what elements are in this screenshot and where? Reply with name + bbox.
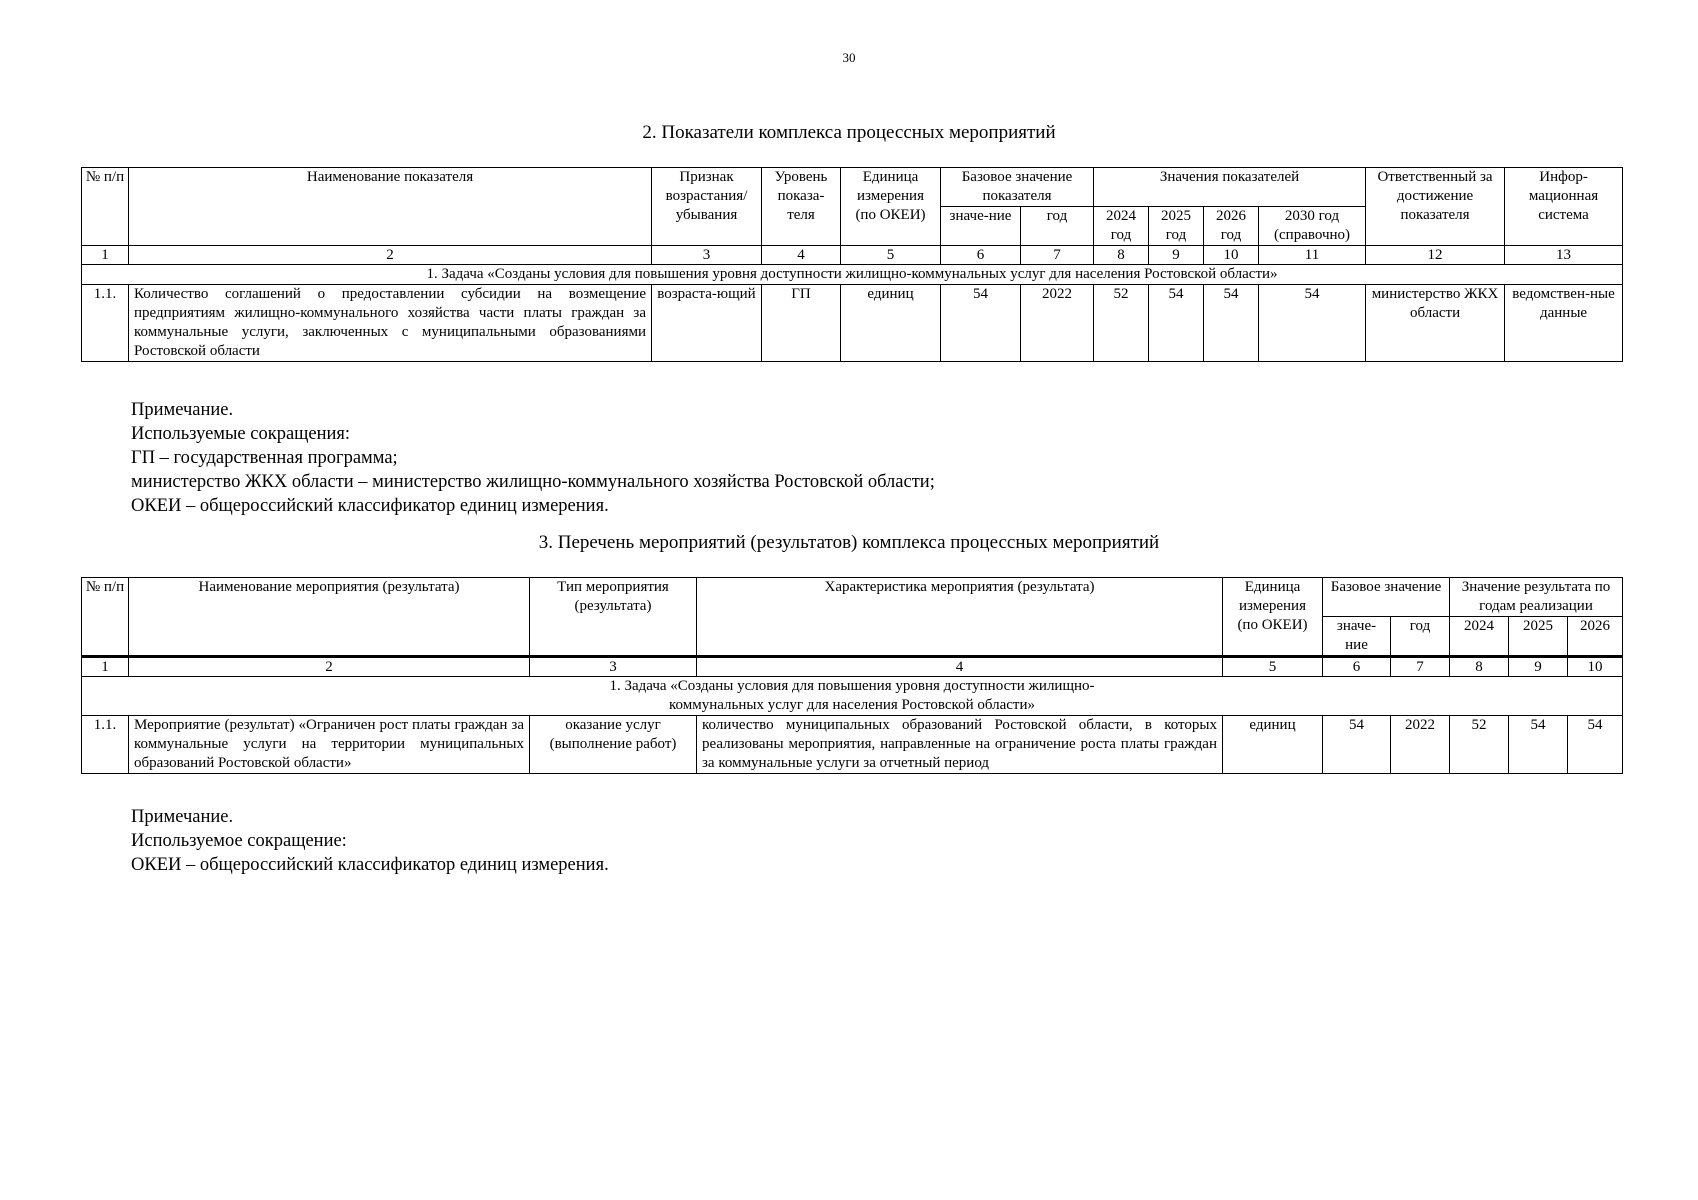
column-number: 6 (1323, 657, 1391, 677)
column-numbers-row (82, 657, 1623, 677)
header-type: Тип мероприятия (результата) (530, 578, 697, 657)
header-name: Наименование показателя (129, 168, 652, 246)
header-base: Базовое значение показателя (941, 168, 1094, 207)
column-numbers-row (82, 246, 1623, 265)
column-number: 9 (1509, 657, 1568, 677)
header-unit: Единица измерения (по ОКЕИ) (841, 168, 941, 246)
row-characteristic: количество муниципальных образований Ростовской области, в которых реализованы мероприятия, направленные на ограничение роста платы граждан за коммунальные услуги за отчетный период (697, 716, 1223, 774)
column-number: 1 (82, 657, 129, 677)
task-title: 1. Задача «Созданы условия для повышения уровня доступности жилищно-коммунальных услуг для населения Ростовской области» (82, 677, 1623, 716)
header-2030: 2030 год (справочно) (1259, 207, 1366, 246)
header-row (82, 578, 1623, 617)
column-number: 1 (82, 246, 129, 265)
column-number: 2 (129, 246, 652, 265)
row-name: Мероприятие (результат) «Ограничен рост платы граждан за коммунальные услуги на территории муниципальных образований Ростовской области» (129, 716, 530, 774)
row-type: оказание услуг (выполнение работ) (530, 716, 697, 774)
column-number: 2 (129, 657, 530, 677)
column-number: 6 (941, 246, 1021, 265)
row-2025: 54 (1509, 716, 1568, 774)
column-number: 5 (1223, 657, 1323, 677)
row-sign: возраста-ющий (652, 285, 762, 362)
table-row (82, 285, 1623, 362)
header-base: Базовое значение (1323, 578, 1450, 617)
column-number: 4 (762, 246, 841, 265)
page-number: 30 (842, 50, 856, 65)
indicators-table (81, 167, 1623, 362)
row-2024: 52 (1094, 285, 1149, 362)
row-unit: единиц (841, 285, 941, 362)
header-values: Значения показателей (1094, 168, 1366, 207)
header-responsible: Ответственный за достижение показателя (1366, 168, 1505, 246)
header-sign: Признак возрастания/ убывания (652, 168, 762, 246)
column-number: 10 (1204, 246, 1259, 265)
header-level: Уровень показа-теля (762, 168, 841, 246)
column-number: 12 (1366, 246, 1505, 265)
section-2-title: 2. Показатели комплекса процессных мероприятий (642, 122, 1056, 143)
header-num: № п/п (82, 168, 129, 246)
row-num: 1.1. (82, 285, 129, 362)
header-row (82, 168, 1623, 207)
row-responsible: министерство ЖКХ области (1366, 285, 1505, 362)
header-characteristic: Характеристика мероприятия (результата) (697, 578, 1223, 657)
column-number: 11 (1259, 246, 1366, 265)
row-2025: 54 (1149, 285, 1204, 362)
row-base-value: 54 (1323, 716, 1391, 774)
row-2024: 52 (1450, 716, 1509, 774)
row-num: 1.1. (82, 716, 129, 774)
task-title: 1. Задача «Созданы условия для повышения уровня доступности жилищно-коммунальных услуг для населения Ростовской области» (82, 265, 1623, 285)
header-2024: 2024 (1450, 617, 1509, 657)
note-line: Примечание. (131, 807, 234, 827)
header-2026: 2026 (1568, 617, 1623, 657)
note-line: ОКЕИ – общероссийский классификатор единиц измерения. (131, 496, 609, 516)
note-line: Примечание. (131, 400, 234, 420)
column-number: 13 (1505, 246, 1623, 265)
header-2026: 2026 год (1204, 207, 1259, 246)
header-2024: 2024 год (1094, 207, 1149, 246)
header-name: Наименование мероприятия (результата) (129, 578, 530, 657)
row-base-value: 54 (941, 285, 1021, 362)
column-number: 3 (652, 246, 762, 265)
row-2026: 54 (1568, 716, 1623, 774)
note-line: ОКЕИ – общероссийский классификатор единиц измерения. (131, 855, 609, 875)
header-base-year: год (1021, 207, 1094, 246)
header-2025: 2025 (1509, 617, 1568, 657)
row-base-year: 2022 (1021, 285, 1094, 362)
header-2025: 2025 год (1149, 207, 1204, 246)
row-level: ГП (762, 285, 841, 362)
row-unit: единиц (1223, 716, 1323, 774)
note-abbreviation (131, 805, 609, 877)
header-unit: Единица измерения (по ОКЕИ) (1223, 578, 1323, 657)
column-number: 10 (1568, 657, 1623, 677)
column-number: 8 (1094, 246, 1149, 265)
note-abbreviations (131, 398, 935, 518)
header-base-value: значе-ние (1323, 617, 1391, 657)
row-2030: 54 (1259, 285, 1366, 362)
section-3-title: 3. Перечень мероприятий (результатов) комплекса процессных мероприятий (538, 532, 1160, 553)
note-line: ГП – государственная программа; (131, 448, 398, 468)
task-row (82, 677, 1623, 716)
row-name: Количество соглашений о предоставлении субсидии на возмещение предприятиям жилищно-коммунального хозяйства части платы граждан за коммунальные услуги, заключенных с муниципальными образованиями Ростовской области (129, 285, 652, 362)
column-number: 8 (1450, 657, 1509, 677)
column-number: 4 (697, 657, 1223, 677)
row-base-year: 2022 (1391, 716, 1450, 774)
header-info-system: Инфор-мационная система (1505, 168, 1623, 246)
header-result: Значение результата по годам реализации (1450, 578, 1623, 617)
row-2026: 54 (1204, 285, 1259, 362)
task-row (82, 265, 1623, 285)
column-number: 3 (530, 657, 697, 677)
column-number: 5 (841, 246, 941, 265)
header-num: № п/п (82, 578, 129, 657)
note-line: Используемое сокращение: (131, 831, 347, 851)
note-line: Используемые сокращения: (131, 424, 351, 444)
column-number: 7 (1391, 657, 1450, 677)
column-number: 9 (1149, 246, 1204, 265)
header-base-year: год (1391, 617, 1450, 657)
column-number: 7 (1021, 246, 1094, 265)
note-line: министерство ЖКХ области – министерство жилищно-коммунального хозяйства Ростовской области; (131, 472, 935, 492)
activities-table (81, 577, 1623, 774)
row-info-system: ведомствен-ные данные (1505, 285, 1623, 362)
table-row (82, 716, 1623, 774)
header-base-value: значе-ние (941, 207, 1021, 246)
